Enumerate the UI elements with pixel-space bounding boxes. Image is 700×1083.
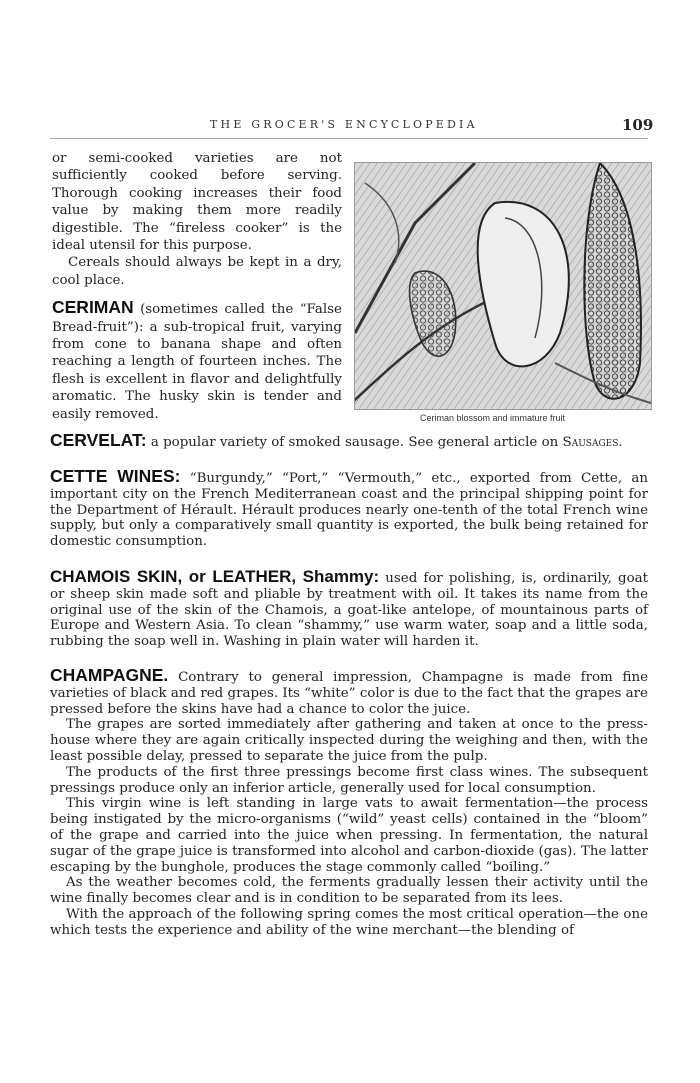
champagne-paragraph-6: With the approach of the following spring comes the most critical operation—the one which tests the experience and ability of the wine merchant—the blending of: [50, 906, 648, 938]
chamois-text: used for polishing, is, ordinarily, goat or sheep skin made soft and pliable by treatment with oil. It takes its name from the original use of the skin of the Chamois, a goat-like antelope, of mountainous parts of Europe and Western Asia. To clean “shammy,” use warm water, soap and a little soda, rubbing the soap well in. Washing in plain water will harden it.: [50, 571, 648, 650]
cette-wines-entry: [50, 466, 648, 550]
champagne-paragraph-4: This virgin wine is left standing in large vats to await fermentation—the process being instigated by the micro-organisms (“wild” yeast cells) contained in the “bloom” of the grape and carried into the juice when pressing. In fermentation, the natural sugar of the grape juice is transformed into alcohol and carbon-dioxide (gas). The latter escaping by the bunghole, produces the stage commonly called “boiling.”: [50, 796, 648, 875]
champagne-entry: [50, 665, 648, 939]
champagne-paragraph-5: As the weather becomes cold, the ferments gradually lessen their activity until the wine finally becomes clear and is in condition to be separated from its lees.: [50, 875, 648, 907]
cette-wines-text: “Burgundy,” “Port,” “Vermouth,” etc., exported from Cette, an important city on the French Mediterranean coast and the principal shipping point for the Department of Hérault. Hérault produces nearly one-tenth of the total French wine supply, but only a comparatively small quantity is exported, the bulk being retained for domestic consumption.: [50, 471, 648, 550]
cervelat-reference: Sausages.: [562, 435, 623, 450]
champagne-paragraph-1: Contrary to general impression, Champagne is made from fine varieties of black and red grapes. Its “white” color is due to the fact that the grapes are pressed before the skins have had a chance to color the juice.: [50, 670, 648, 717]
running-title: THE GROCER'S ENCYCLOPEDIA: [210, 118, 478, 131]
cereal-paragraph: or semi-cooked varieties are not sufficiently cooked before serving. Thorough cooking increases their food value by making them more readily digestible. The “fireless cooker” is the ideal utensil for this purpose.: [52, 151, 342, 254]
ceriman-text: (sometimes called the “False Bread-fruit”): a sub-tropical fruit, varying from cone to banana shape and often reaching a length of fourteen inches. The flesh is excellent in flavor and delightfully aromatic. The husky skin is tender and easily removed.: [52, 302, 342, 422]
ceriman-entry: [52, 299, 342, 423]
cervelat-entry: [50, 430, 648, 451]
ceriman-heading: CERIMAN: [52, 297, 134, 318]
chamois-heading: CHAMOIS SKIN, or LEATHER, Shammy:: [50, 567, 380, 586]
ceriman-illustration: [354, 162, 652, 410]
figure-caption: Ceriman blossom and immature fruit: [420, 413, 566, 423]
champagne-paragraph-3: The products of the first three pressings become first class wines. The subsequent pressings produce only an inferior article, generally used for local consumption.: [50, 764, 648, 796]
cervelat-text: a popular variety of smoked sausage. See general article on: [150, 435, 559, 450]
champagne-heading: CHAMPAGNE.: [50, 665, 169, 685]
cette-wines-heading: CETTE WINES:: [50, 466, 181, 486]
page-number: 109: [622, 116, 654, 134]
left-column: [52, 150, 342, 423]
chamois-entry: [50, 569, 648, 650]
champagne-paragraph-2: The grapes are sorted immediately after gathering and taken at once to the press-house where they are again critically inspected during the weighing and then, with the least possible delay, pressed to separate the juice from the pulp.: [50, 717, 648, 764]
cervelat-heading: CERVELAT:: [50, 430, 147, 450]
ceriman-engraving-icon: [355, 163, 651, 409]
cereal-storage-paragraph: Cereals should always be kept in a dry, cool place.: [52, 255, 342, 288]
header-rule: [50, 138, 648, 139]
